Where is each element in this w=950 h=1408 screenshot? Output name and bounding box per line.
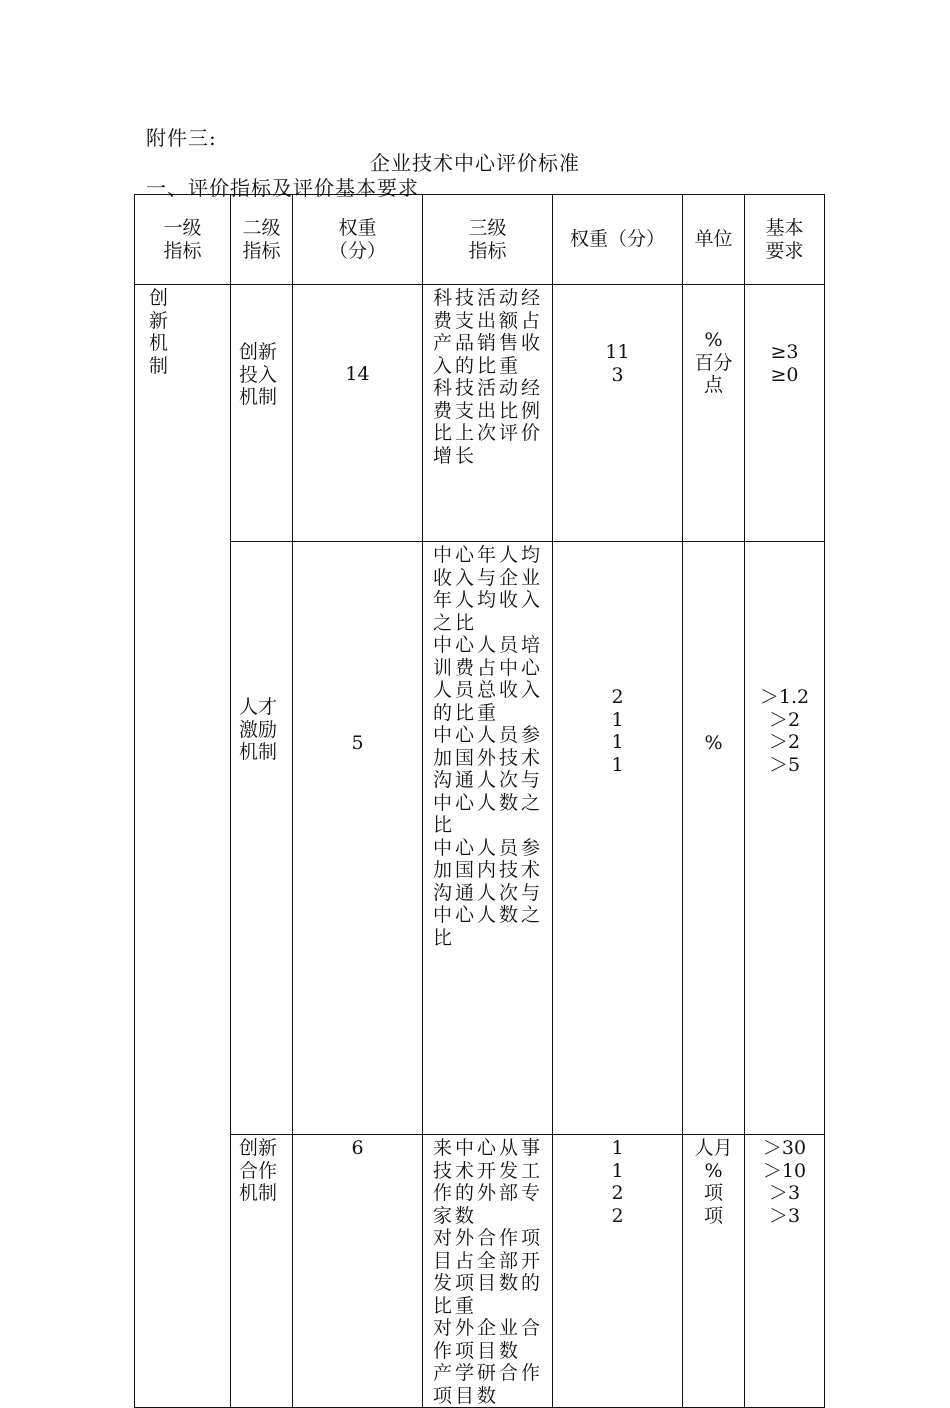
section-heading: 一、评价指标及评价基本要求 [146,176,419,200]
second-level-cell: 创新 投入 机制 [231,285,293,542]
sub-weight-cell: 1 1 2 2 [553,1135,683,1408]
document-title: 企业技术中心评价标准 [370,151,580,175]
table-row [135,1135,825,1408]
requirement-cell: ＞30 ＞10 ＞3 ＞3 [745,1135,825,1408]
requirement-cell: ＞1.2 ＞2 ＞2 ＞5 [745,542,825,1135]
header-cell: 一级 指标 [135,195,231,285]
weight-cell: 14 [293,285,423,542]
second-level-cell: 人才 激励 机制 [231,542,293,1135]
sub-weight-cell: 2 1 1 1 [553,542,683,1135]
header-cell: 权重（分） [553,195,683,285]
third-level-cell: 科技活动经 费支出额占 产品销售收 入的比重 科技活动经 费支出比例 比上次评价 增长 [423,285,553,542]
requirement-cell: ≥3 ≥0 [745,285,825,542]
evaluation-table [134,194,825,1408]
sub-weight-cell: 11 3 [553,285,683,542]
table-row [135,542,825,1135]
unit-cell: % 百分 点 [683,285,745,542]
weight-cell: 5 [293,542,423,1135]
header-cell: 单位 [683,195,745,285]
table-header-row [135,195,825,285]
unit-cell: 人月 % 项 项 [683,1135,745,1408]
header-cell: 二级 指标 [231,195,293,285]
annex-label: 附件三: [146,126,217,150]
third-level-cell: 来中心从事 技术开发工 作的外部专 家数 对外合作项 目占全部开 发项目数的 比重 对外企业合 作项目数 产学研合作 项目数 [423,1135,553,1408]
header-cell: 基本 要求 [745,195,825,285]
second-level-cell: 创新 合作 机制 [231,1135,293,1408]
first-level-cell: 创新 机制 [135,285,231,1408]
header-cell: 三级 指标 [423,195,553,285]
unit-cell: % [683,542,745,1135]
header-cell: 权重 （分） [293,195,423,285]
third-level-cell: 中心年人均 收入与企业 年人均收入 之比 中心人员培 训费占中心 人员总收入 的比重 中心人员参 加国外技术 沟通人次与 中心人数之 比 中心人员参 加国内技术 沟通人次与 中心人数之 比 [423,542,553,1135]
weight-cell: 6 [293,1135,423,1408]
table-row [135,285,825,542]
